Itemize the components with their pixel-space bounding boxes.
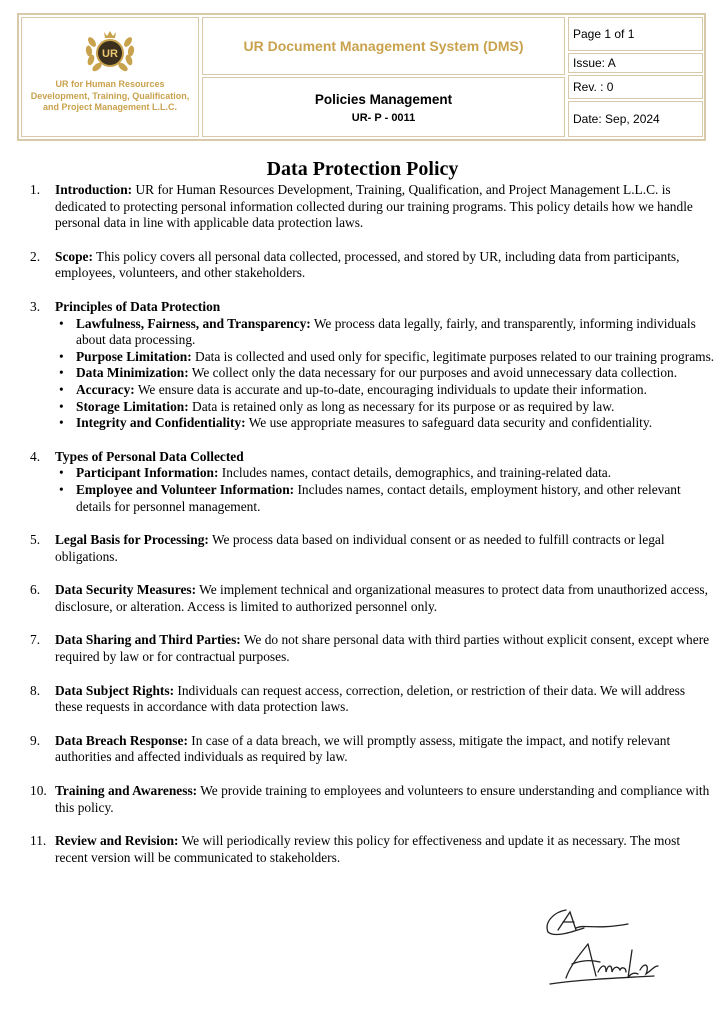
policy-section (30, 248, 715, 282)
page-cell (568, 17, 703, 51)
bullet-list (55, 465, 715, 515)
section-text: We do not share personal data with third parties without explicit consent, except where required by law or for contractual purposes. (55, 632, 710, 665)
policy-cell (202, 77, 565, 137)
bullet-text: We process data legally, fairly, and transparently, informing individuals about data processing. (76, 315, 696, 348)
section-paragraph (55, 632, 715, 665)
bullet-heading: Data Minimization: (76, 365, 189, 381)
org-name: UR for Human Resources Development, Training, Qualification, and Project Management L.L.C. (30, 79, 190, 112)
bullet-heading: Purpose Limitation: (76, 348, 192, 364)
section-number: 9. (30, 732, 41, 748)
section-number: 2. (30, 248, 41, 264)
policy-section (30, 448, 715, 515)
policy-section (30, 298, 715, 432)
bullet-item (55, 482, 715, 515)
policy-section (30, 682, 715, 716)
section-heading: Data Subject Rights: (55, 682, 175, 698)
issue-cell (568, 53, 703, 73)
document-header (17, 13, 706, 141)
section-heading: Data Sharing and Third Parties: (55, 632, 241, 648)
section-text: Individuals can request access, correction, deletion, or restriction of their data. We will address these requests in accordance with data protection laws. (55, 682, 686, 715)
section-number: 11. (30, 833, 47, 849)
rev-cell (568, 75, 703, 99)
bullet-text: Data is retained only as long as necessary for its purpose or as required by law. (188, 398, 615, 414)
date-cell (568, 101, 703, 137)
policy-section (30, 632, 715, 665)
bullet-text: We collect only the data necessary for our purposes and avoid unnecessary data collection. (188, 365, 678, 381)
section-heading: Data Breach Response: (55, 732, 188, 748)
section-paragraph (55, 449, 715, 466)
bullet-item (55, 415, 715, 432)
policy-section (30, 532, 715, 565)
policy-title: Policies Management (314, 92, 453, 107)
bullet-heading: Employee and Volunteer Information: (76, 481, 295, 497)
policy-code: UR- P - 0011 (351, 112, 416, 124)
bullet-text: Includes names, contact details, employment history, and other relevant details for personnel management. (76, 481, 681, 514)
policy-section (30, 783, 715, 816)
bullet-heading: Lawfulness, Fairness, and Transparency: (76, 315, 311, 331)
logo-text: UR (102, 48, 118, 60)
bullet-text: We use appropriate measures to safeguard data security and confidentiality. (245, 415, 653, 431)
bullet-text: Includes names, contact details, demographics, and training-related data. (218, 465, 612, 481)
section-heading: Types of Personal Data Collected (55, 448, 244, 464)
date-label: Date: Sep, 2024 (573, 112, 660, 126)
section-paragraph (55, 532, 715, 565)
section-paragraph (55, 299, 715, 316)
bullet-heading: Integrity and Confidentiality: (76, 415, 246, 431)
section-heading: Data Security Measures: (55, 582, 197, 598)
section-paragraph (55, 582, 715, 615)
issue-label: Issue: A (573, 56, 616, 70)
section-text: We process data based on individual consent or as needed to fulfill contracts or legal obligations. (55, 532, 665, 564)
policy-section (30, 582, 715, 615)
policy-section (30, 182, 715, 232)
section-heading: Introduction: (55, 182, 133, 197)
section-number: 1. (30, 182, 41, 197)
bullet-item (55, 465, 715, 482)
section-text: We provide training to employees and volunteers to ensure understanding and compliance with this policy. (55, 783, 710, 815)
section-number: 7. (30, 632, 41, 648)
section-paragraph (55, 249, 715, 282)
section-number: 5. (30, 532, 41, 548)
bullet-heading: Participant Information: (76, 465, 219, 481)
document-title: Data Protection Policy (266, 158, 459, 180)
section-text: In case of a data breach, we will promptly assess, mitigate the impact, and notify relevant authorities and affected individuals as required by law. (55, 732, 671, 765)
policy-section (30, 732, 715, 766)
system-title-cell (202, 17, 565, 75)
section-heading: Principles of Data Protection (55, 298, 221, 314)
section-number: 4. (30, 448, 41, 464)
section-number: 3. (30, 298, 41, 314)
section-paragraph (55, 833, 715, 866)
system-title: UR Document Management System (DMS) (243, 38, 524, 54)
section-heading: Review and Revision: (55, 833, 179, 849)
section-text: This policy covers all personal data collected, processed, and stored by UR, including data from participants, employees, volunteers, and other stakeholders. (55, 248, 680, 281)
bullet-text: Data is collected and used only for specific, legitimate purposes related to our training programs. (191, 348, 715, 364)
page-number: Page 1 of 1 (573, 27, 635, 41)
section-text: We will periodically review this policy for effectiveness and update it as necessary. The most recent version will be communicated to stakeholders. (55, 833, 681, 865)
logo-cell (21, 17, 199, 137)
handwritten-signature-icon (536, 900, 666, 992)
bullet-heading: Accuracy: (76, 381, 135, 397)
section-heading: Training and Awareness: (55, 783, 198, 799)
section-paragraph (55, 182, 715, 232)
bullet-list (55, 316, 715, 432)
section-number: 6. (30, 582, 41, 598)
policy-content (30, 182, 715, 883)
section-paragraph (55, 683, 715, 716)
ur-laurel-shield-icon (80, 26, 140, 78)
section-text: UR for Human Resources Development, Training, Qualification, and Project Management L.L.C. is dedicated to protecting personal information collected during our training programs. This policy details how we handle personal data in line with applicable data protection laws. (55, 182, 693, 231)
bullet-item (55, 349, 715, 366)
bullet-item (55, 399, 715, 416)
section-number: 10. (30, 783, 47, 799)
section-paragraph (55, 783, 715, 816)
section-number: 8. (30, 682, 41, 698)
bullet-item (55, 316, 715, 349)
bullet-item (55, 382, 715, 399)
section-heading: Scope: (55, 248, 93, 264)
policy-section (30, 833, 715, 866)
section-paragraph (55, 733, 715, 766)
bullet-item (55, 365, 715, 382)
section-heading: Legal Basis for Processing: (55, 532, 209, 548)
bullet-heading: Storage Limitation: (76, 398, 189, 414)
section-text: We implement technical and organizational measures to protect data from unauthorized access, disclosure, or alteration. Access is limited to authorized personnel only. (55, 582, 708, 614)
bullet-text: We ensure data is accurate and up-to-date, encouraging individuals to update their information. (134, 381, 647, 397)
revision-label: Rev. : 0 (573, 80, 614, 94)
